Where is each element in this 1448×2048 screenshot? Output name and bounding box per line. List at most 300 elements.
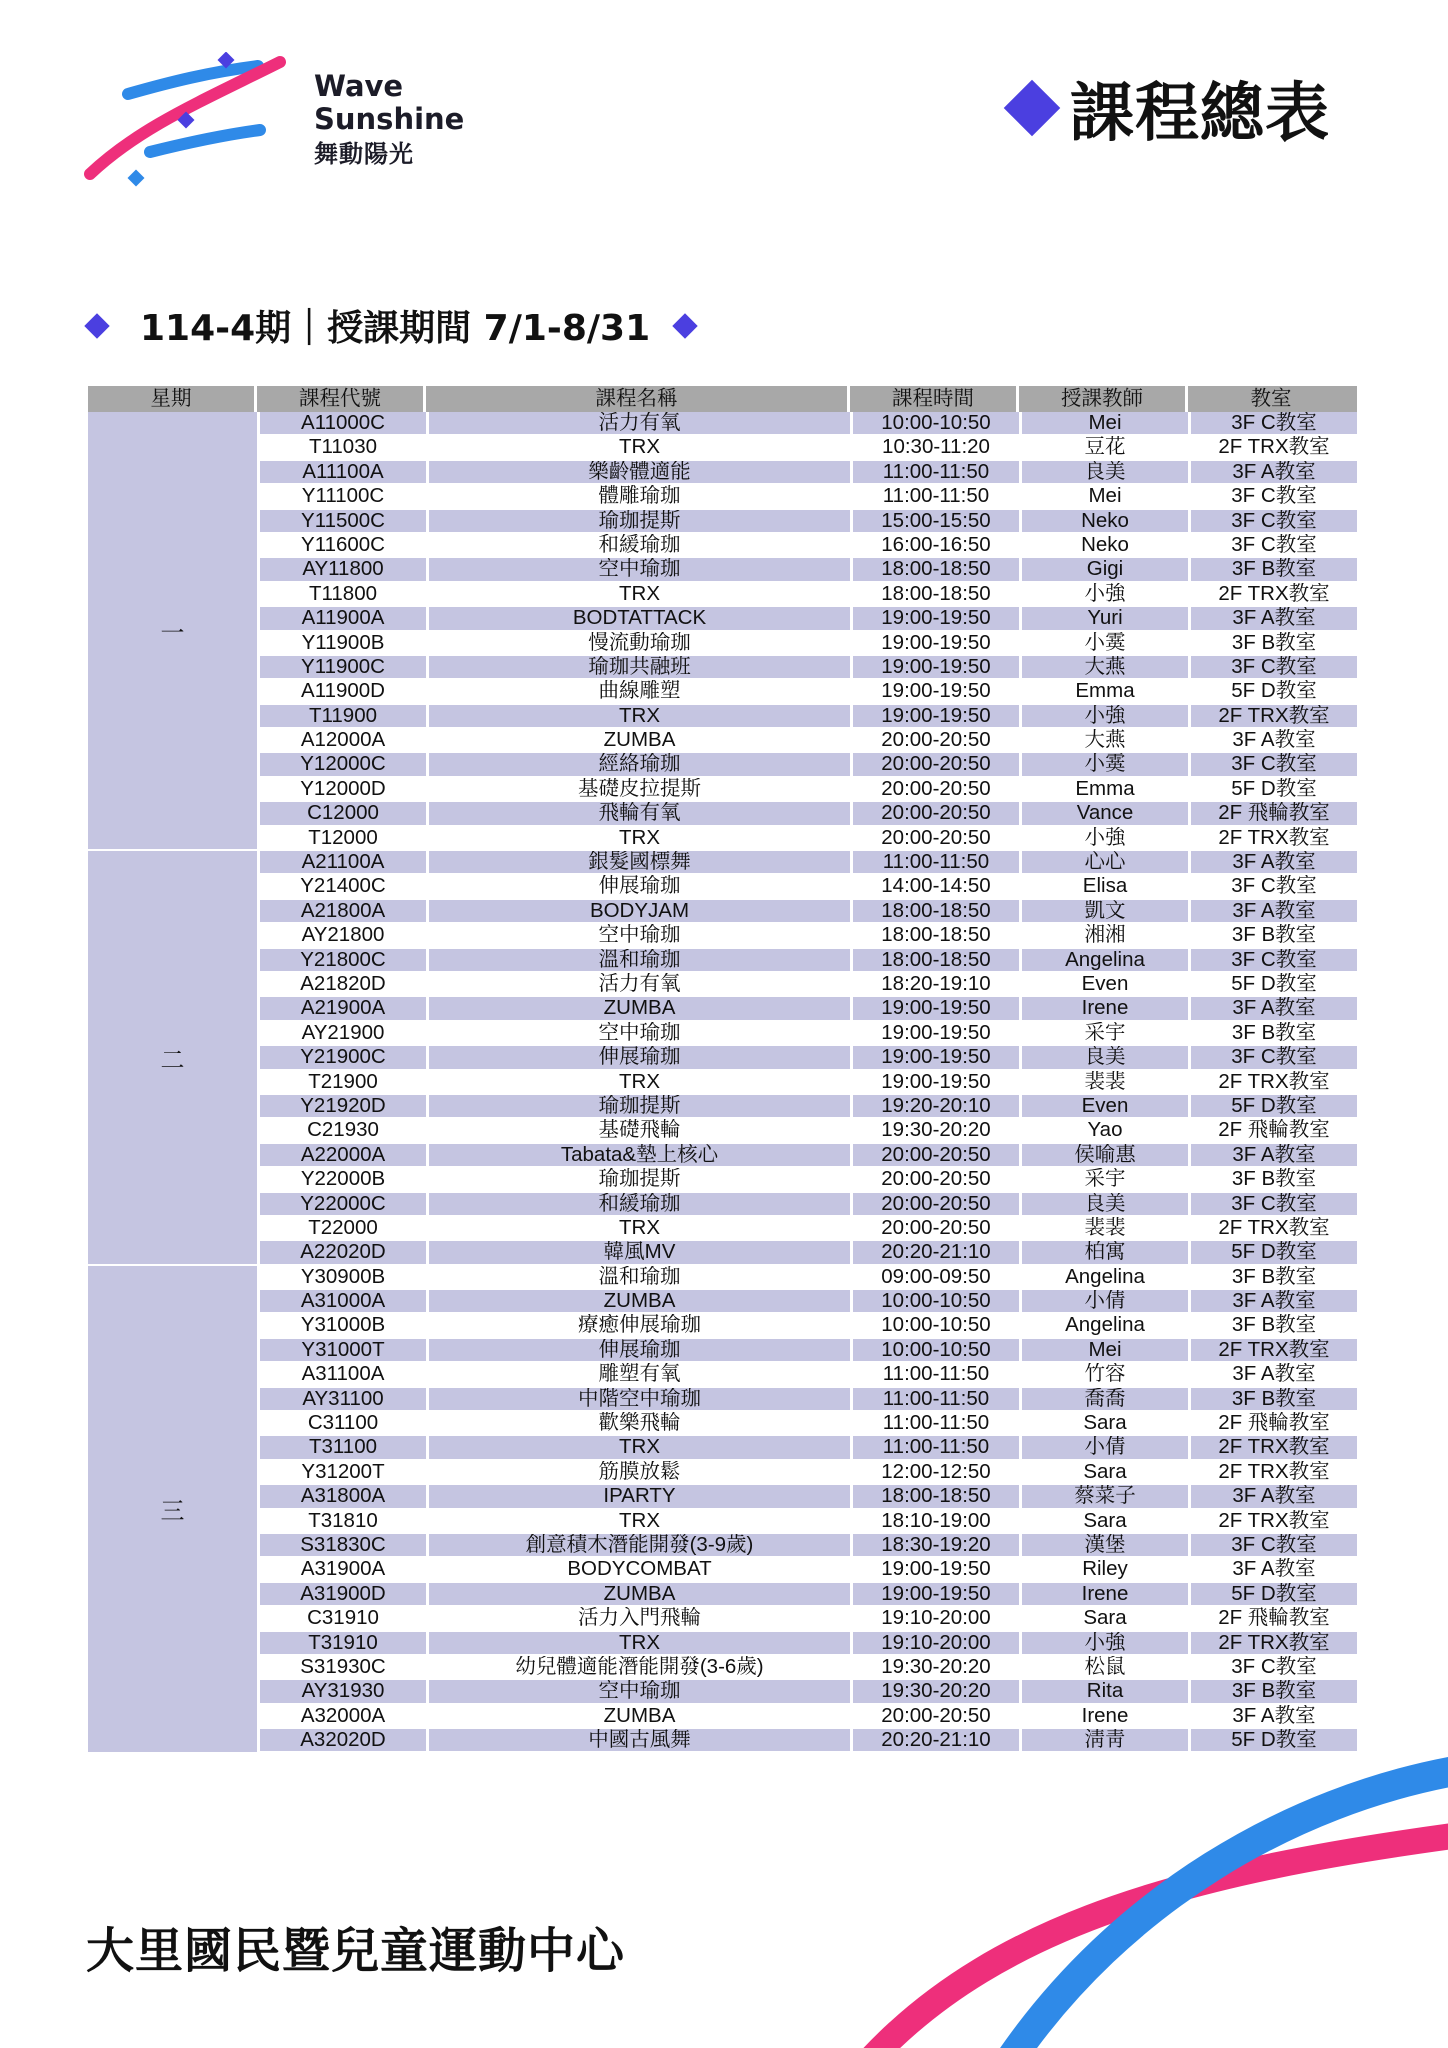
course-room: 3F C教室 xyxy=(1231,1655,1317,1678)
course-name: 創意積木潛能開發(3-9歲) xyxy=(429,1534,853,1556)
table-row xyxy=(260,1607,1357,1631)
course-teacher: 蔡菜子 xyxy=(1022,1485,1191,1507)
course-room: 3F A教室 xyxy=(1232,1704,1316,1727)
course-name: 中階空中瑜珈 xyxy=(429,1388,853,1410)
course-teacher: 湘湘 xyxy=(1022,924,1191,946)
page-title-text: 課程總表 xyxy=(1070,77,1330,151)
course-code: A21800A xyxy=(260,900,429,922)
course-time: 20:00-20:50 xyxy=(853,1144,1022,1166)
course-time: 19:00-19:50 xyxy=(853,1022,1022,1044)
course-teacher: Sara xyxy=(1022,1607,1191,1629)
course-code: T11900 xyxy=(260,705,429,727)
course-name: 活力入門飛輪 xyxy=(429,1607,853,1629)
course-code: Y31000B xyxy=(260,1314,429,1336)
course-code: Y11600C xyxy=(260,534,429,556)
course-code: A21820D xyxy=(260,973,429,995)
course-name: 樂齡體適能 xyxy=(429,461,853,483)
course-name: 伸展瑜珈 xyxy=(429,1046,853,1068)
course-room: 3F B教室 xyxy=(1231,1680,1317,1703)
course-teacher: Mei xyxy=(1022,485,1191,507)
course-room: 5F D教室 xyxy=(1231,972,1317,995)
course-time: 19:00-19:50 xyxy=(853,1558,1022,1580)
course-code: A31900A xyxy=(260,1558,429,1580)
course-teacher: Rita xyxy=(1022,1680,1191,1702)
diamond-icon xyxy=(84,313,109,338)
course-time: 11:00-11:50 xyxy=(853,1436,1022,1458)
course-name: 和緩瑜珈 xyxy=(429,534,853,556)
course-time: 20:00-20:50 xyxy=(853,1168,1022,1190)
course-time: 19:30-20:20 xyxy=(853,1656,1022,1678)
course-teacher: Neko xyxy=(1022,510,1191,532)
course-room: 3F C教室 xyxy=(1231,533,1317,556)
course-time: 20:00-20:50 xyxy=(853,802,1022,824)
course-code: A31800A xyxy=(260,1485,429,1507)
course-room: 3F A教室 xyxy=(1232,1290,1316,1313)
course-code: T22000 xyxy=(260,1217,429,1239)
course-code: A22020D xyxy=(260,1241,429,1263)
course-code: T21900 xyxy=(260,1071,429,1093)
course-name: 幼兒體適能潛能開發(3-6歲) xyxy=(429,1656,853,1678)
course-room: 3F C教室 xyxy=(1231,1046,1317,1069)
table-row xyxy=(260,1461,1357,1485)
course-time: 20:00-20:50 xyxy=(853,1193,1022,1215)
course-teacher: Even xyxy=(1022,973,1191,995)
course-room: 2F 飛輪教室 xyxy=(1218,1412,1330,1435)
course-room: 5F D教室 xyxy=(1231,680,1317,703)
course-name: 空中瑜珈 xyxy=(429,558,853,580)
course-name: ZUMBA xyxy=(429,997,853,1019)
wave-sunshine-logo-mark xyxy=(80,52,290,192)
course-room: 3F A教室 xyxy=(1232,997,1316,1020)
table-row xyxy=(260,1632,1357,1656)
course-name: 經絡瑜珈 xyxy=(429,753,853,775)
course-room: 3F C教室 xyxy=(1231,655,1317,678)
course-time: 11:00-11:50 xyxy=(853,461,1022,483)
course-time: 18:00-18:50 xyxy=(853,924,1022,946)
course-time: 19:00-19:50 xyxy=(853,1583,1022,1605)
course-time: 19:30-20:20 xyxy=(853,1119,1022,1141)
course-room: 3F B教室 xyxy=(1231,1387,1317,1410)
course-code: Y12000D xyxy=(260,778,429,800)
table-row xyxy=(260,973,1357,997)
course-room: 3F C教室 xyxy=(1231,509,1317,532)
course-time: 14:00-14:50 xyxy=(853,875,1022,897)
table-row xyxy=(260,1705,1357,1729)
course-room: 2F TRX教室 xyxy=(1218,1509,1330,1532)
course-time: 18:00-18:50 xyxy=(853,949,1022,971)
course-teacher: 小強 xyxy=(1022,827,1191,849)
table-row xyxy=(260,1534,1357,1558)
course-time: 18:10-19:00 xyxy=(853,1510,1022,1532)
course-teacher: Even xyxy=(1022,1095,1191,1117)
course-teacher: Elisa xyxy=(1022,875,1191,897)
course-name: 溫和瑜珈 xyxy=(429,1266,853,1288)
course-code: Y30900B xyxy=(260,1266,429,1288)
course-room: 3F B教室 xyxy=(1231,1314,1317,1337)
course-room: 3F A教室 xyxy=(1232,1485,1316,1508)
table-row xyxy=(260,1046,1357,1070)
table-row xyxy=(260,802,1357,826)
course-name: ZUMBA xyxy=(429,729,853,751)
course-room: 3F C教室 xyxy=(1231,1192,1317,1215)
course-room: 2F TRX教室 xyxy=(1218,1216,1330,1239)
course-room: 3F B教室 xyxy=(1231,558,1317,581)
course-room: 5F D教室 xyxy=(1231,1582,1317,1605)
course-teacher: Angelina xyxy=(1022,1314,1191,1336)
day-rows xyxy=(260,412,1357,851)
course-teacher: Neko xyxy=(1022,534,1191,556)
course-code: A32000A xyxy=(260,1705,429,1727)
course-room: 3F A教室 xyxy=(1232,607,1316,630)
course-teacher: 柏寓 xyxy=(1022,1241,1191,1263)
header-room: 教室 xyxy=(1250,387,1292,410)
course-room: 3F C教室 xyxy=(1231,1533,1317,1556)
course-name: 療癒伸展瑜珈 xyxy=(429,1314,853,1336)
course-time: 20:00-20:50 xyxy=(853,827,1022,849)
course-name: 中國古風舞 xyxy=(429,1729,853,1751)
course-teacher: Yao xyxy=(1022,1119,1191,1141)
table-row xyxy=(260,632,1357,656)
brand-line-1: Wave xyxy=(314,69,404,103)
course-name: 伸展瑜珈 xyxy=(429,875,853,897)
course-room: 3F B教室 xyxy=(1231,924,1317,947)
table-row xyxy=(260,827,1357,851)
course-room: 5F D教室 xyxy=(1231,1241,1317,1264)
course-teacher: 心心 xyxy=(1022,851,1191,873)
course-time: 15:00-15:50 xyxy=(853,510,1022,532)
course-name: 歡樂飛輪 xyxy=(429,1412,853,1434)
table-row xyxy=(260,997,1357,1021)
course-room: 2F 飛輪教室 xyxy=(1218,802,1330,825)
table-row xyxy=(260,461,1357,485)
brand-name xyxy=(314,69,465,168)
course-teacher: Emma xyxy=(1022,680,1191,702)
course-room: 3F A教室 xyxy=(1232,899,1316,922)
course-time: 19:00-19:50 xyxy=(853,632,1022,654)
course-room: 2F TRX教室 xyxy=(1218,1070,1330,1093)
table-row xyxy=(260,412,1357,436)
course-time: 19:10-20:00 xyxy=(853,1607,1022,1629)
course-name: 銀髮國標舞 xyxy=(429,851,853,873)
table-row xyxy=(260,436,1357,460)
table-row xyxy=(260,607,1357,631)
course-room: 2F TRX教室 xyxy=(1218,1436,1330,1459)
course-name: 空中瑜珈 xyxy=(429,1022,853,1044)
course-code: Y21400C xyxy=(260,875,429,897)
course-code: AY11800 xyxy=(260,558,429,580)
course-teacher: 小強 xyxy=(1022,1632,1191,1654)
table-row xyxy=(260,1071,1357,1095)
course-room: 3F C教室 xyxy=(1231,485,1317,508)
table-row xyxy=(260,705,1357,729)
course-teacher: 小倩 xyxy=(1022,1290,1191,1312)
day-block xyxy=(88,851,1357,1266)
table-row xyxy=(260,1241,1357,1265)
course-room: 2F TRX教室 xyxy=(1218,582,1330,605)
course-room: 3F C教室 xyxy=(1231,875,1317,898)
course-time: 19:00-19:50 xyxy=(853,705,1022,727)
course-code: T31100 xyxy=(260,1436,429,1458)
course-name: 空中瑜珈 xyxy=(429,924,853,946)
course-room: 5F D教室 xyxy=(1231,777,1317,800)
course-teacher: Mei xyxy=(1022,412,1191,434)
course-code: Y21800C xyxy=(260,949,429,971)
course-time: 19:10-20:00 xyxy=(853,1632,1022,1654)
course-time: 18:20-19:10 xyxy=(853,973,1022,995)
course-name: 活力有氧 xyxy=(429,973,853,995)
course-name: Tabata&墊上核心 xyxy=(429,1144,853,1166)
day-column xyxy=(88,851,257,1266)
table-row xyxy=(260,729,1357,753)
course-name: 瑜珈提斯 xyxy=(429,510,853,532)
course-teacher: 采宇 xyxy=(1022,1022,1191,1044)
course-teacher: Irene xyxy=(1022,1583,1191,1605)
course-code: C12000 xyxy=(260,802,429,824)
course-name: 筋膜放鬆 xyxy=(429,1461,853,1483)
term-text: 114-4期｜授課期間 7/1-8/31 xyxy=(140,308,651,349)
course-room: 3F B教室 xyxy=(1231,631,1317,654)
course-time: 11:00-11:50 xyxy=(853,485,1022,507)
course-code: A31000A xyxy=(260,1290,429,1312)
header-course-name: 課程名稱 xyxy=(426,386,850,412)
course-teacher: 豆花 xyxy=(1022,436,1191,458)
course-teacher: 小強 xyxy=(1022,705,1191,727)
course-name: 基礎皮拉提斯 xyxy=(429,778,853,800)
course-time: 18:00-18:50 xyxy=(853,900,1022,922)
course-name: 空中瑜珈 xyxy=(429,1680,853,1702)
course-room: 2F 飛輪教室 xyxy=(1218,1607,1330,1630)
course-time: 10:00-10:50 xyxy=(853,1290,1022,1312)
course-code: T31910 xyxy=(260,1632,429,1654)
table-row xyxy=(260,1412,1357,1436)
weekday-label: 一 xyxy=(88,412,257,849)
course-code: A11100A xyxy=(260,461,429,483)
course-time: 12:00-12:50 xyxy=(853,1461,1022,1483)
diamond-icon xyxy=(672,313,697,338)
course-teacher: 侯喻惠 xyxy=(1022,1144,1191,1166)
day-rows xyxy=(260,1266,1357,1754)
table-row xyxy=(260,558,1357,582)
course-room: 5F D教室 xyxy=(1231,1094,1317,1117)
course-room: 3F C教室 xyxy=(1231,948,1317,971)
day-column xyxy=(88,412,257,851)
course-code: Y12000C xyxy=(260,753,429,775)
course-code: AY31930 xyxy=(260,1680,429,1702)
table-row xyxy=(260,949,1357,973)
day-block xyxy=(88,1266,1357,1754)
course-teacher: 采宇 xyxy=(1022,1168,1191,1190)
course-name: 瑜珈提斯 xyxy=(429,1168,853,1190)
course-code: A31100A xyxy=(260,1363,429,1385)
course-name: 曲線雕塑 xyxy=(429,680,853,702)
course-name: TRX xyxy=(429,1510,853,1532)
course-name: TRX xyxy=(429,1632,853,1654)
weekday-label: 二 xyxy=(88,851,257,1264)
course-code: S31830C xyxy=(260,1534,429,1556)
course-code: A11900A xyxy=(260,607,429,629)
course-code: Y11100C xyxy=(260,485,429,507)
course-code: Y31200T xyxy=(260,1461,429,1483)
table-row xyxy=(260,900,1357,924)
course-code: A22000A xyxy=(260,1144,429,1166)
header-weekday: 星期 xyxy=(88,386,257,412)
course-teacher: Vance xyxy=(1022,802,1191,824)
course-room: 3F A教室 xyxy=(1232,729,1316,752)
course-teacher: 大燕 xyxy=(1022,656,1191,678)
table-row xyxy=(260,1314,1357,1338)
course-time: 18:00-18:50 xyxy=(853,1485,1022,1507)
course-room: 3F C教室 xyxy=(1231,753,1317,776)
course-code: Y11500C xyxy=(260,510,429,532)
table-row xyxy=(260,1339,1357,1363)
course-time: 18:30-19:20 xyxy=(853,1534,1022,1556)
table-row xyxy=(260,1095,1357,1119)
course-name: 飛輪有氧 xyxy=(429,802,853,824)
course-room: 3F A教室 xyxy=(1232,1363,1316,1386)
course-code: AY31100 xyxy=(260,1388,429,1410)
course-teacher: 凱文 xyxy=(1022,900,1191,922)
course-code: A21100A xyxy=(260,851,429,873)
diamond-icon xyxy=(1004,80,1061,137)
course-name: 瑜珈共融班 xyxy=(429,656,853,678)
course-teacher: Sara xyxy=(1022,1412,1191,1434)
table-row xyxy=(260,1266,1357,1290)
course-name: 基礎飛輪 xyxy=(429,1119,853,1141)
course-time: 10:00-10:50 xyxy=(853,1339,1022,1361)
course-name: TRX xyxy=(429,705,853,727)
table-row xyxy=(260,851,1357,875)
course-time: 11:00-11:50 xyxy=(853,851,1022,873)
table-row xyxy=(260,1485,1357,1509)
header-code: 課程代號 xyxy=(257,386,426,412)
course-code: AY21900 xyxy=(260,1022,429,1044)
course-teacher: 松鼠 xyxy=(1022,1656,1191,1678)
course-room: 2F TRX教室 xyxy=(1218,436,1330,459)
course-time: 20:00-20:50 xyxy=(853,778,1022,800)
course-code: C31100 xyxy=(260,1412,429,1434)
table-header xyxy=(88,386,1357,412)
course-teacher: Angelina xyxy=(1022,949,1191,971)
course-code: AY21800 xyxy=(260,924,429,946)
course-time: 18:00-18:50 xyxy=(853,583,1022,605)
course-teacher: Yuri xyxy=(1022,607,1191,629)
course-room: 2F TRX教室 xyxy=(1218,1338,1330,1361)
course-time: 11:00-11:50 xyxy=(853,1363,1022,1385)
course-name: 體雕瑜珈 xyxy=(429,485,853,507)
course-teacher: 喬喬 xyxy=(1022,1388,1191,1410)
table-row xyxy=(260,1217,1357,1241)
course-name: 活力有氧 xyxy=(429,412,853,434)
course-room: 2F 飛輪教室 xyxy=(1218,1119,1330,1142)
course-room: 3F C教室 xyxy=(1231,412,1317,434)
table-row xyxy=(260,1656,1357,1680)
course-room: 2F TRX教室 xyxy=(1218,704,1330,727)
course-code: Y21900C xyxy=(260,1046,429,1068)
table-row xyxy=(260,778,1357,802)
course-name: ZUMBA xyxy=(429,1583,853,1605)
course-time: 20:20-21:10 xyxy=(853,1241,1022,1263)
term-heading xyxy=(88,300,694,351)
table-row xyxy=(260,1119,1357,1143)
table-row xyxy=(260,1510,1357,1534)
course-teacher: 竹容 xyxy=(1022,1363,1191,1385)
course-time: 19:20-20:10 xyxy=(853,1095,1022,1117)
course-code: Y11900B xyxy=(260,632,429,654)
table-row xyxy=(260,1363,1357,1387)
course-room: 2F TRX教室 xyxy=(1218,1631,1330,1654)
course-time: 16:00-16:50 xyxy=(853,534,1022,556)
table-body xyxy=(88,412,1357,1753)
course-name: TRX xyxy=(429,1071,853,1093)
course-code: A31900D xyxy=(260,1583,429,1605)
course-code: A21900A xyxy=(260,997,429,1019)
course-code: T11030 xyxy=(260,436,429,458)
course-code: A32020D xyxy=(260,1729,429,1751)
course-code: T12000 xyxy=(260,827,429,849)
table-row xyxy=(260,753,1357,777)
course-code: S31930C xyxy=(260,1656,429,1678)
course-code: A11900D xyxy=(260,680,429,702)
brand-line-2: Sunshine xyxy=(314,102,465,136)
table-row xyxy=(260,924,1357,948)
course-teacher: Irene xyxy=(1022,997,1191,1019)
course-time: 19:00-19:50 xyxy=(853,997,1022,1019)
course-name: TRX xyxy=(429,1217,853,1239)
table-row xyxy=(260,1558,1357,1582)
header-teacher: 授課教師 xyxy=(1019,386,1188,412)
course-teacher: 裴裴 xyxy=(1022,1217,1191,1239)
table-row xyxy=(260,583,1357,607)
table-row xyxy=(260,656,1357,680)
course-teacher: 漢堡 xyxy=(1022,1534,1191,1556)
course-teacher: 小強 xyxy=(1022,583,1191,605)
course-code: A11000C xyxy=(260,412,429,434)
course-time: 10:00-10:50 xyxy=(853,1314,1022,1336)
course-name: 慢流動瑜珈 xyxy=(429,632,853,654)
course-room: 3F A教室 xyxy=(1232,460,1316,483)
course-time: 20:00-20:50 xyxy=(853,1217,1022,1239)
table-row xyxy=(260,1583,1357,1607)
course-code: Y22000B xyxy=(260,1168,429,1190)
brand-chinese: 舞動陽光 xyxy=(314,140,414,168)
course-time: 20:00-20:50 xyxy=(853,1705,1022,1727)
course-room: 3F B教室 xyxy=(1231,1168,1317,1191)
course-code: C31910 xyxy=(260,1607,429,1629)
course-name: 和緩瑜珈 xyxy=(429,1193,853,1215)
course-name: BODYJAM xyxy=(429,900,853,922)
course-time: 19:00-19:50 xyxy=(853,680,1022,702)
course-time: 20:00-20:50 xyxy=(853,729,1022,751)
page-title xyxy=(1012,62,1330,154)
table-row xyxy=(260,1290,1357,1314)
course-name: TRX xyxy=(429,436,853,458)
table-row xyxy=(260,485,1357,509)
course-time: 20:00-20:50 xyxy=(853,753,1022,775)
course-teacher: 小霙 xyxy=(1022,753,1191,775)
schedule-table xyxy=(88,386,1357,1753)
course-name: 溫和瑜珈 xyxy=(429,949,853,971)
course-teacher: 小霙 xyxy=(1022,632,1191,654)
table-row xyxy=(260,1680,1357,1704)
course-code: C21930 xyxy=(260,1119,429,1141)
course-teacher: Mei xyxy=(1022,1339,1191,1361)
course-room: 3F B教室 xyxy=(1231,1021,1317,1044)
course-teacher: 小倩 xyxy=(1022,1436,1191,1458)
course-teacher: 良美 xyxy=(1022,461,1191,483)
course-name: 韓風MV xyxy=(429,1241,853,1263)
course-name: 瑜珈提斯 xyxy=(429,1095,853,1117)
course-name: 伸展瑜珈 xyxy=(429,1339,853,1361)
